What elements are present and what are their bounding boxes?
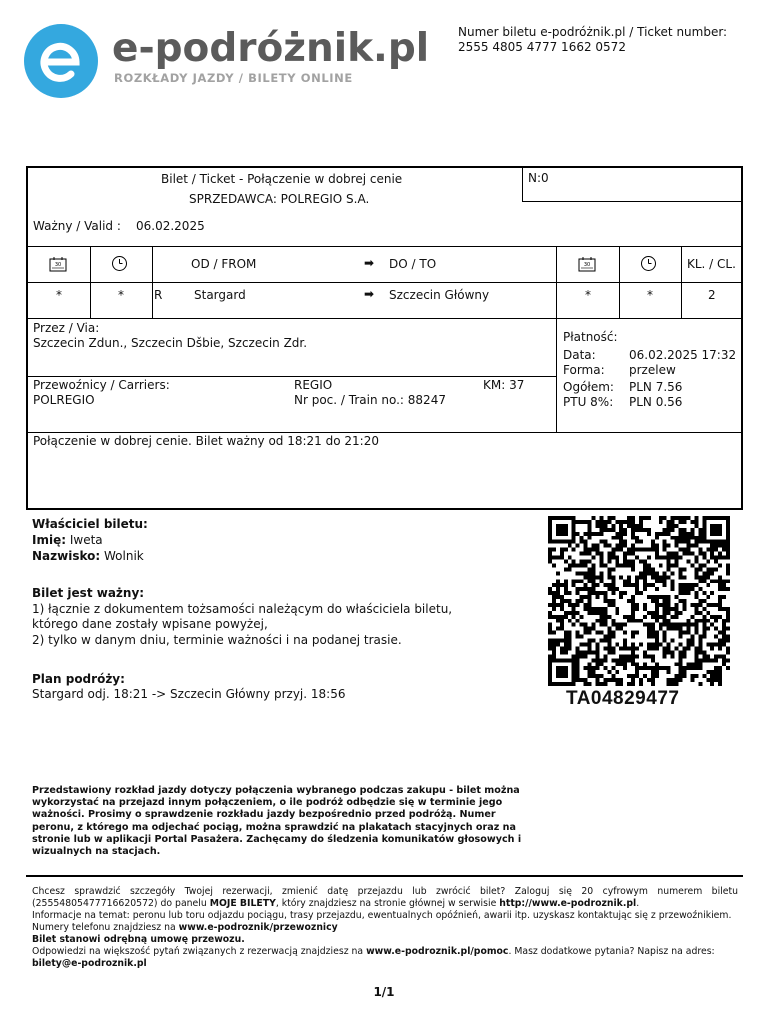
validity-line: 1) łącznie z dokumentem tożsamości należącym do właściciela biletu, — [32, 602, 453, 616]
logo-subtitle: ROZKŁADY JAZDY / BILETY ONLINE — [114, 71, 353, 85]
carrier: POLREGIO — [33, 393, 95, 407]
from-header: OD / FROM — [191, 257, 257, 271]
footer-text: . — [636, 898, 640, 909]
divider — [28, 318, 743, 319]
first-name-label: Imię: — [32, 533, 67, 547]
carriers-link[interactable]: www.e-podroznik/przewoznicy — [178, 922, 338, 933]
email-link[interactable]: bilety@e-podroznik.pl — [32, 958, 147, 969]
valid-label: Ważny / Valid : — [33, 219, 121, 233]
help-link[interactable]: www.e-podroznik.pl/pomoc — [366, 946, 509, 957]
svg-text:30: 30 — [54, 262, 62, 268]
payment-date: 06.02.2025 17:32 — [629, 348, 737, 362]
calendar-icon — [578, 256, 596, 272]
route-from: Stargard — [194, 288, 246, 302]
footer-text: Chcesz sprawdzić szczegóły Twojej rezerwacji, zmienić datę przejazdu lub zwrócić bilet? Zaloguj się 20 cyfrowym numerem biletu (25554805477716620572) do panelu — [32, 886, 738, 909]
last-name: Wolnik — [104, 549, 144, 563]
my-tickets-label: MOJE BILETY — [209, 898, 276, 909]
logo-e-icon — [24, 24, 98, 98]
footer-text: Odpowiedzi na większość pytań związanych z rezerwacją znajdziesz na — [32, 946, 367, 957]
distance: KM: 37 — [483, 378, 525, 392]
payment-form: przelew — [629, 363, 676, 377]
arrow-right-icon: ➡ — [364, 256, 375, 270]
via-label: Przez / Via: — [33, 321, 100, 335]
carriers-label: Przewoźnicy / Carriers: — [33, 378, 170, 392]
payment-date-label: Data: — [563, 348, 596, 362]
ticket-code: TA04829477 — [566, 688, 680, 709]
ticket-note: Połączenie w dobrej cenie. Bilet ważny od 18:21 do 21:20 — [33, 434, 379, 448]
divider — [28, 432, 743, 433]
footer-text: Informacje na temat: peronu lub toru odjazdu pociągu, trasy przejazdu, ewentualnych opóźnień, awarii itp. uzyskasz kontaktując się z przewoźnikiem. — [32, 910, 732, 921]
divider — [152, 246, 153, 318]
payment-label: Płatność: — [563, 330, 618, 344]
validity-title: Bilet jest ważny: — [32, 586, 145, 600]
footer-text: Numery telefonu znajdziesz na — [32, 922, 179, 933]
total: PLN 7.56 — [629, 380, 683, 394]
ticket-box — [26, 166, 743, 510]
route-class: 2 — [708, 288, 716, 302]
plan-text: Stargard odj. 18:21 -> Szczecin Główny przyj. 18:56 — [32, 687, 346, 701]
class-header: KL. / CL. — [687, 257, 736, 271]
ticket-title: Bilet / Ticket - Połączenie w dobrej cenie — [161, 172, 403, 186]
divider — [28, 282, 743, 283]
footer — [32, 886, 738, 970]
validity-line: 2) tylko w danym dniu, terminie ważności i na podanej trasie. — [32, 633, 402, 647]
vat-label: PTU 8%: — [563, 395, 614, 409]
footer-text: , który znajdziesz na stronie głównej w serwisie — [275, 898, 500, 909]
first-name: Iweta — [69, 533, 103, 547]
seller: SPRZEDAWCA: POLREGIO S.A. — [189, 192, 370, 206]
route-col4: * — [647, 288, 653, 302]
divider — [522, 201, 743, 202]
payment-form-label: Forma: — [563, 363, 605, 377]
schedule-notice: Przedstawiony rozkład jazdy dotyczy połączenia wybranego podczas zakupu - bilet można wykorzystać na przejazd innym połączeniem, o ile podróż odbędzie się w terminie jego ważności. Prosimy o sprawdzenie rozkładu jazdy bezpośrednio przed podróżą. Numer peronu, z którego ma odjechać pociąg, można sprawdzić na plakatach stacyjnych oraz na stronie lub w aplikacji Portal Pasażera. Zachęcamy do śledzenia komunikatów głosowych i wizualnych na stacjach. — [32, 785, 522, 858]
validity-line: którego dane zostały wpisane powyżej, — [32, 617, 268, 631]
footer-contract-note: Bilet stanowi odrębną umowę przewozu. — [32, 934, 245, 945]
plan-title: Plan podróży: — [32, 672, 125, 686]
svg-text:30: 30 — [583, 262, 591, 268]
barcode-2d-icon — [548, 516, 730, 686]
valid-date: 06.02.2025 — [136, 219, 205, 233]
divider — [90, 246, 91, 318]
to-header: DO / TO — [389, 257, 437, 271]
via: Szczecin Zdun., Szczecin Dšbie, Szczecin Zdr. — [33, 336, 308, 350]
route-to: Szczecin Główny — [389, 288, 490, 302]
n-label: N:0 — [528, 171, 549, 185]
divider — [619, 246, 620, 318]
arrow-right-icon: ➡ — [364, 287, 375, 301]
clock-icon — [111, 255, 128, 272]
page-number: 1/1 — [373, 985, 395, 999]
clock-icon — [640, 255, 657, 272]
route-col2: * — [118, 288, 124, 302]
divider — [556, 246, 557, 318]
logo-mark — [24, 24, 98, 98]
total-label: Ogółem: — [563, 380, 614, 394]
site-link[interactable]: http://www.e-podroznik.pl — [499, 898, 637, 909]
calendar-icon — [49, 256, 67, 272]
divider — [556, 318, 557, 433]
ticket-number: 2555 4805 4777 1662 0572 — [458, 40, 626, 54]
divider — [26, 875, 743, 877]
train-type: R — [154, 288, 163, 302]
divider — [28, 376, 556, 377]
divider — [522, 168, 523, 202]
divider — [28, 246, 743, 247]
route-col1: * — [56, 288, 62, 302]
ticket-number-label: Numer biletu e-podróżnik.pl / Ticket number: — [458, 25, 728, 39]
footer-text: . Masz dodatkowe pytania? Napisz na adres: — [508, 946, 715, 957]
last-name-label: Nazwisko: — [32, 549, 101, 563]
train-category: REGIO — [294, 378, 333, 392]
logo-text: e-podróżnik.pl — [112, 26, 430, 71]
divider — [681, 246, 682, 318]
train-number: Nr poc. / Train no.: 88247 — [294, 393, 446, 407]
owner-title: Właściciel biletu: — [32, 517, 148, 531]
vat: PLN 0.56 — [629, 395, 683, 409]
route-col3: * — [585, 288, 591, 302]
